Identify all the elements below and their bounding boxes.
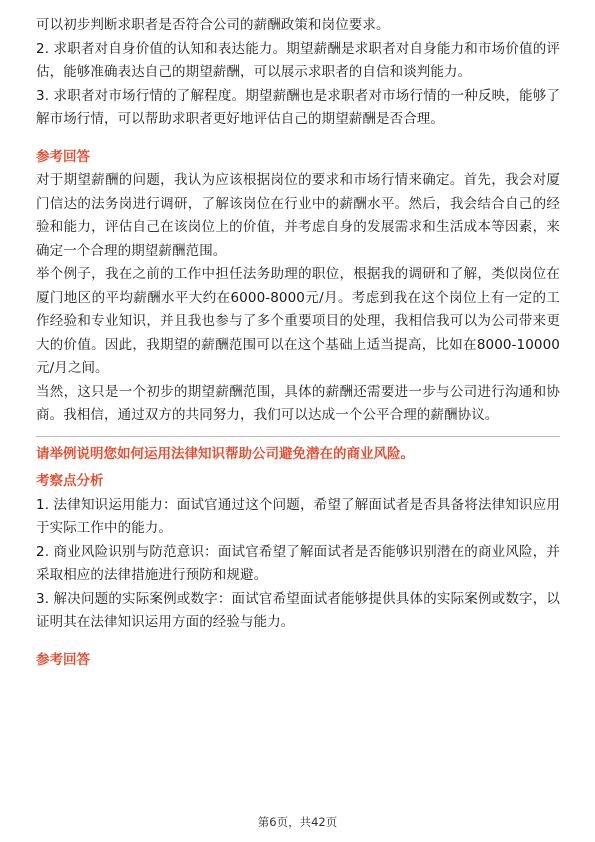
section-divider — [36, 436, 560, 437]
paragraph-point-3: 3. 求职者对市场行情的了解程度。期望薪酬也是求职者对市场行情的一种反映，能够了解市场行情，可以帮助求职者更好地评估自己的期望薪酬是否合理。 — [36, 87, 560, 127]
page-number: 第6页，共42页 — [257, 815, 338, 829]
analysis-point-3: 3. 解决问题的实际案例或数字：面试官希望面试者能够提供具体的实际案例或数字，以证明其在法律知识运用方面的经验与能力。 — [36, 590, 560, 630]
analysis-point-2: 2. 商业风险识别与防范意识：面试官希望了解面试者是否能够识别潜在的商业风险，并采取相应的法律措施进行预防和规避。 — [36, 543, 560, 583]
answer-heading: 参考回答 — [36, 148, 90, 165]
answer-heading-2: 参考回答 — [36, 651, 90, 668]
document-page — [36, 14, 560, 672]
answer-paragraph-2: 举个例子，我在之前的工作中担任法务助理的职位，根据我的调研和了解，类似岗位在厦门地区的平均薪酬水平大约在6000-8000元/月。考虑到我在这个岗位上有一定的工作经验和专业知识，并且我也参与了多个重要项目的处理，我相信我可以为公司带来更大的价值。因此，我期望的薪酬范围可以在这个基础上适当提高，比如在8000-10000元/月之间。 — [36, 266, 560, 376]
answer-paragraph-1: 对于期望薪酬的问题，我认为应该根据岗位的要求和市场行情来确定。首先，我会对厦门信达的法务岗进行调研，了解该岗位在行业中的薪酬水平。然后，我会结合自己的经验和能力，评估自己在该岗位上的价值，并考虑自身的发展需求和生活成本等因素，来确定一个合理的期望薪酬范围。 — [36, 172, 560, 259]
paragraph-intro-tail: 可以初步判断求职者是否符合公司的薪酬政策和岗位要求。 — [36, 17, 390, 33]
analysis-point-1: 1. 法律知识运用能力：面试官通过这个问题，希望了解面试者是否具备将法律知识应用于实际工作中的能力。 — [36, 496, 560, 536]
question-title: 请举例说明您如何运用法律知识帮助公司避免潜在的商业风险。 — [36, 445, 414, 462]
analysis-heading: 考察点分析 — [36, 473, 104, 489]
answer-paragraph-3: 当然，这只是一个初步的期望薪酬范围，具体的薪酬还需要进一步与公司进行沟通和协商。我相信，通过双方的共同努力，我们可以达成一个公平合理的薪酬协议。 — [36, 383, 560, 423]
paragraph-point-2: 2. 求职者对自身价值的认知和表达能力。期望薪酬是求职者对自身能力和市场价值的评估，能够准确表达自己的期望薪酬，可以展示求职者的自信和谈判能力。 — [36, 40, 560, 80]
